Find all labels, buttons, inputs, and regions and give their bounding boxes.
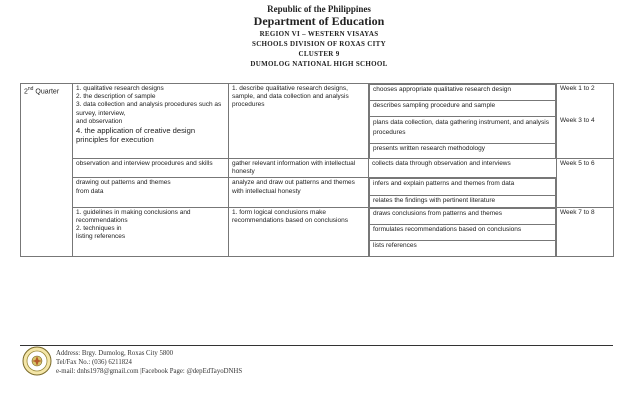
footer-tel: Tel/Fax No.: (036) 6211824 [56,359,132,366]
content-item: 1. guidelines in making conclusions and recommendations [76,208,191,224]
school-seal-icon [22,346,52,376]
content-item: and observation [76,117,123,125]
standard-cell: 1. describe qualitative research designs, sample, and data collection and analysis procedures [229,84,369,159]
table-row [21,178,614,207]
content-item: from data [76,187,104,195]
quarter-label: Quarter [35,88,60,96]
competency-item: relates the findings with pertinent literature [370,196,556,207]
week-label: Week 3 to 4 [560,117,595,124]
competency-item: infers and explain patterns and themes from data [370,179,556,196]
week-cell: Week 7 to 8 [557,207,614,256]
competency-item: describes sampling procedure and sample [370,101,556,117]
competency-cell [369,84,557,159]
school-label: DUMOLOG NATIONAL HIGH SCHOOL [250,60,388,68]
table-row [21,84,614,159]
standard-cell: analyze and draw out patterns and themes with intellectual honesty [229,178,369,207]
curriculum-table [20,83,614,257]
table-row [21,159,614,178]
division-label: SCHOOLS DIVISION OF ROXAS CITY [252,40,386,48]
week-cell: Week 5 to 6 [557,159,614,208]
content-cell [73,207,229,256]
competency-item: presents written research methodology [370,144,556,159]
content-item: 2. the description of sample [76,93,156,101]
competency-cell [369,207,557,256]
content-item: drawing out patterns and themes [76,179,171,187]
republic-label: Republic of the Philippines [267,4,371,14]
quarter-suffix: nd [27,86,34,92]
region-label: REGION VI – WESTERN VISAYAS [259,30,379,38]
content-item: 1. qualitative research designs [76,85,164,92]
competency-list [369,84,556,158]
cluster-label: CLUSTER 9 [298,50,340,58]
standard-cell: 1. form logical conclusions make recommendations based on conclusions [229,207,369,256]
week-label: Week 1 to 2 [560,85,595,92]
department-label: Department of Education [253,14,385,28]
competency-item: plans data collection, data gathering instrument, and analysis procedures [370,117,556,144]
table-row [21,207,614,256]
competency-item: draws conclusions from patterns and themes [370,208,556,224]
content-item: 2. techniques in [76,225,122,233]
content-cell: observation and interview procedures and skills [73,159,229,178]
footer-address: Address: Brgy. Dumolog, Roxas City 5800 [56,350,174,357]
competency-list [369,178,556,206]
competency-list [369,208,556,256]
footer-contact [56,349,242,376]
competency-item: chooses appropriate qualitative research design [370,85,556,101]
content-cell [73,178,229,207]
competency-item: lists references [370,240,556,256]
competency-cell: collects data through observation and interviews [369,159,557,178]
competency-cell [369,178,557,207]
standard-cell: gather relevant information with intellectual honesty [229,159,369,178]
content-item: 3. data collection and analysis procedures such as survey, interview, [76,101,222,117]
week-cell [557,84,614,159]
content-cell [73,84,229,159]
content-item: 4. the application of creative design principles for execution [76,126,196,145]
content-item: listing references [76,233,126,241]
footer-divider [20,345,613,346]
quarter-ordinal: 2 [24,88,28,96]
quarter-cell [21,84,73,257]
footer-email: e-mail: dnhs1978@gmail.com |Facebook Page: @depEdTayoDNHS [56,368,243,375]
competency-item: formulates recommendations based on conclusions [370,224,556,240]
